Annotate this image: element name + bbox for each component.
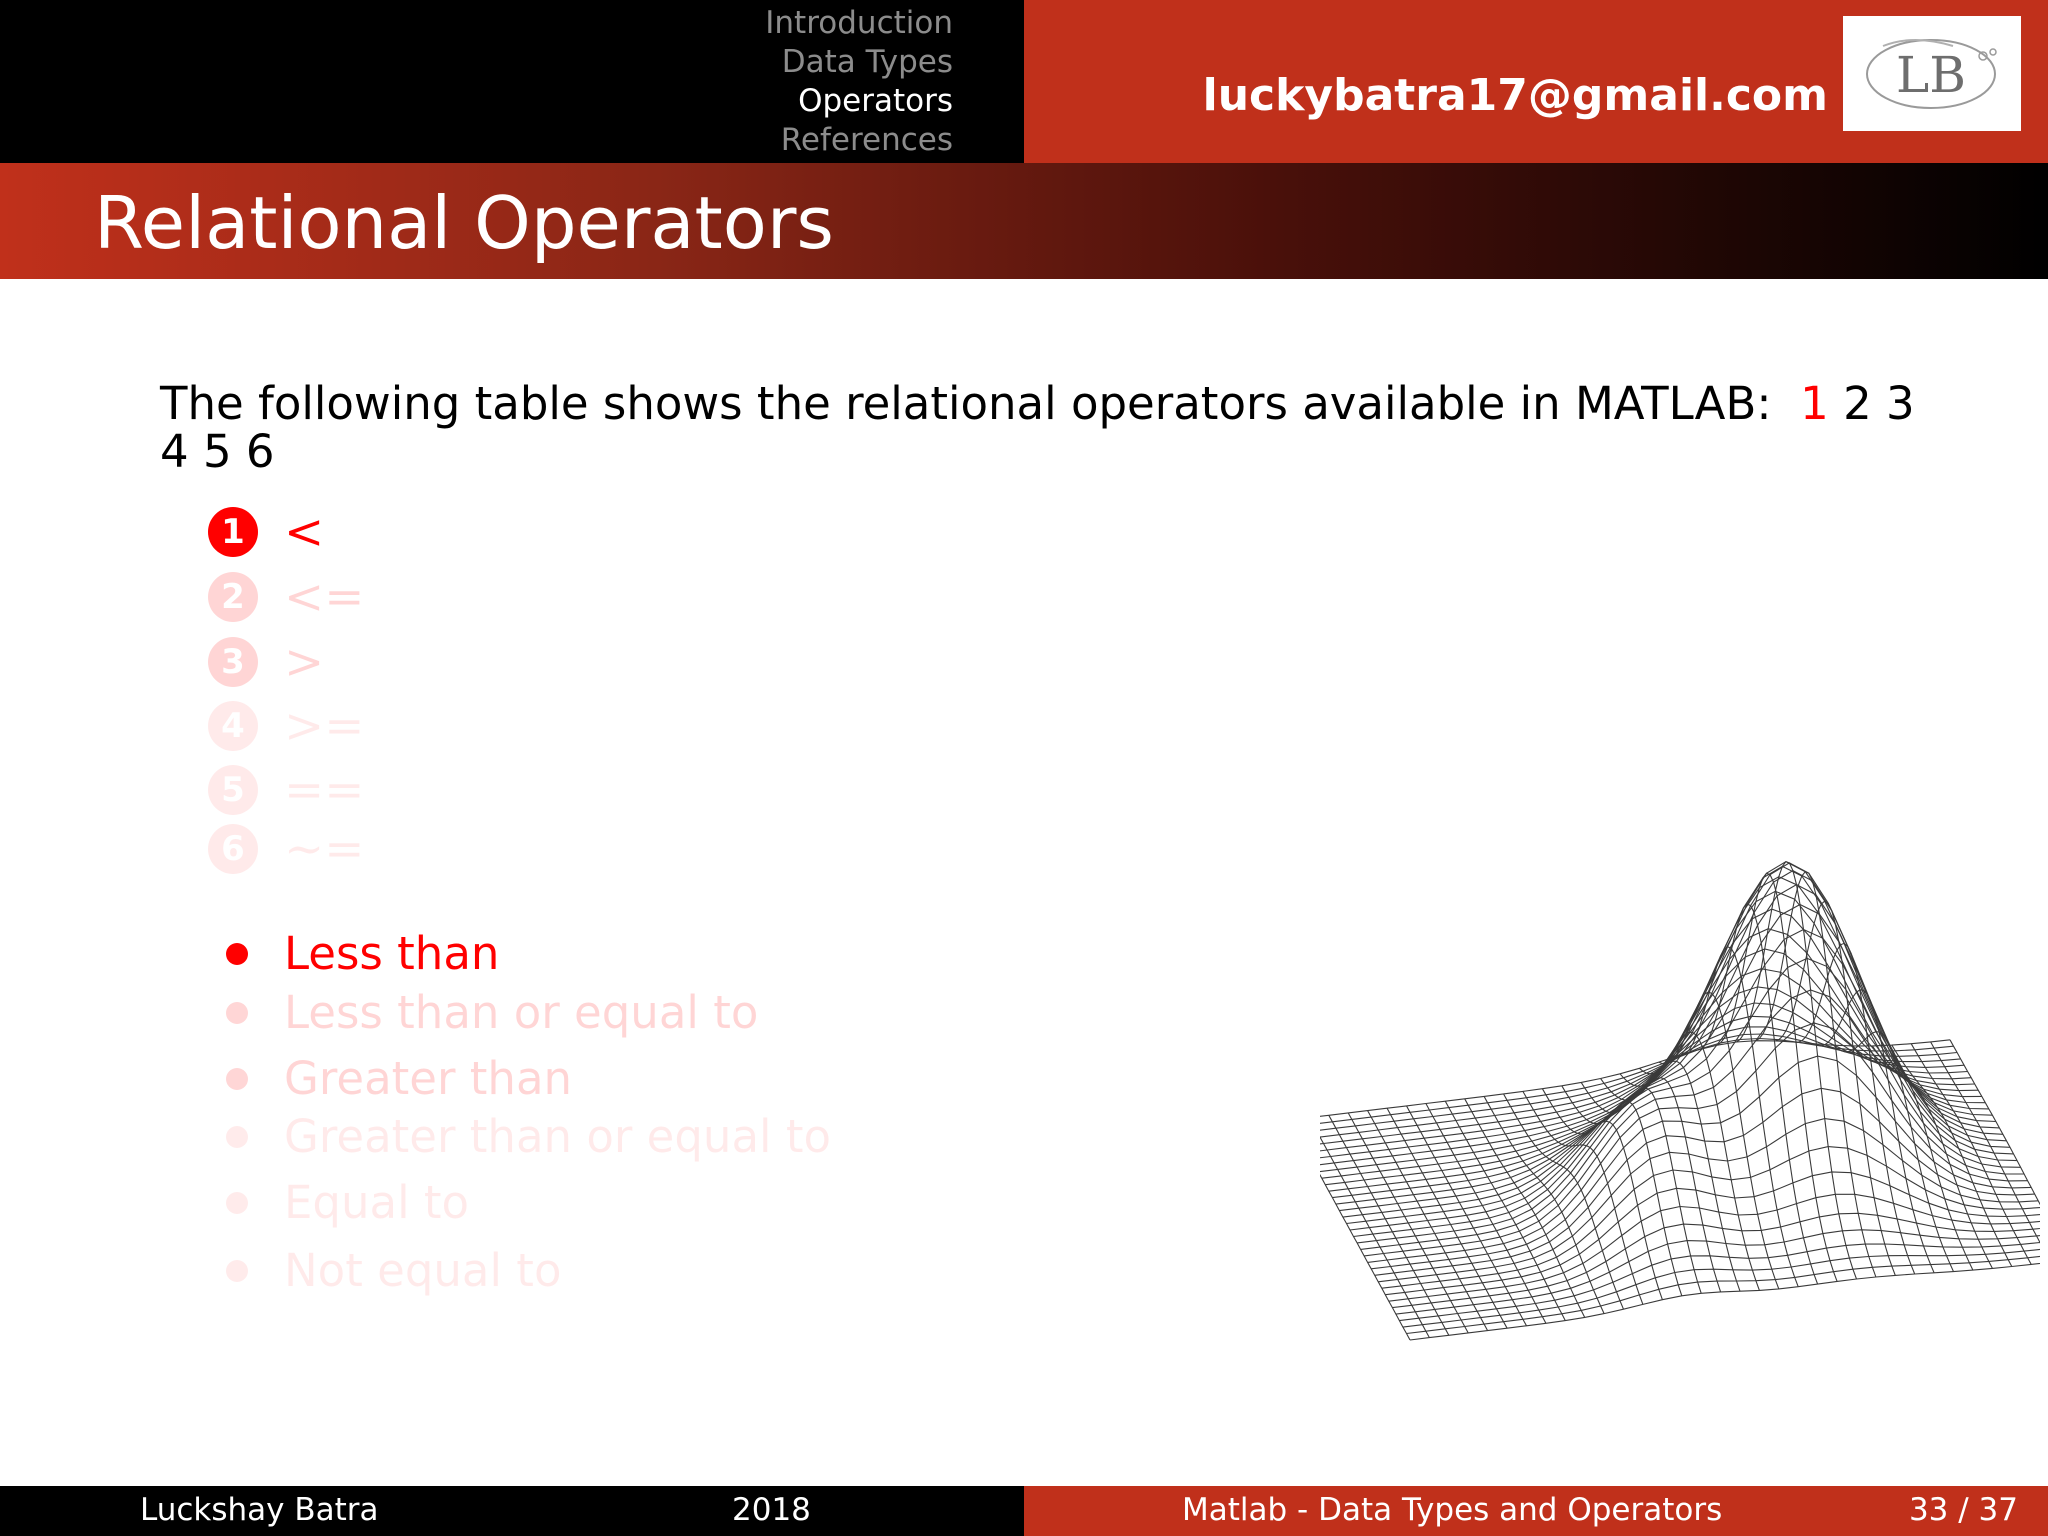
enum-badge: 5 — [208, 765, 258, 815]
slide-title: Relational Operators — [94, 181, 834, 265]
bullet-dot — [226, 1260, 248, 1282]
enum-badge: 6 — [208, 824, 258, 874]
enum-badge: 3 — [208, 637, 258, 687]
mesh-line — [1375, 1088, 2035, 1275]
mesh-surface-illustration — [1320, 860, 2040, 1420]
mesh-line — [1389, 1194, 2040, 1301]
footer-right — [1024, 1486, 2048, 1536]
nav-item-references[interactable]: References — [780, 122, 953, 158]
bullet-dot — [226, 943, 248, 965]
enum-badge: 1 — [208, 507, 258, 557]
footer-author: Luckshay Batra — [140, 1492, 379, 1528]
footer-year: 2018 — [732, 1492, 811, 1528]
mesh-line — [1775, 901, 1895, 1275]
description-text: Less than or equal to — [284, 986, 759, 1039]
mesh-line — [1320, 969, 1975, 1166]
mesh-line — [1361, 958, 2021, 1249]
lb-logo-icon — [1843, 16, 2021, 131]
section-nav — [765, 4, 953, 160]
footer-page-number: 33 / 37 — [1908, 1492, 2018, 1528]
intro-paragraph — [160, 377, 1920, 478]
mesh-line — [1354, 905, 2014, 1237]
header-nav-panel — [0, 0, 1024, 163]
mesh-line — [1332, 877, 1992, 1198]
footer-deck-title: Matlab - Data Types and Operators — [1182, 1492, 1723, 1528]
logo-text: LB — [1896, 46, 1966, 104]
step-marker-2: 2 — [1843, 377, 1872, 430]
description-text: Greater than or equal to — [284, 1110, 832, 1163]
nav-item-data-types[interactable]: Data Types — [781, 44, 953, 80]
step-marker-5: 5 — [202, 425, 232, 478]
description-text: Greater than — [284, 1052, 573, 1105]
nav-item-introduction[interactable]: Introduction — [765, 5, 953, 41]
mesh-line — [1378, 1119, 2038, 1282]
description-text: Less than — [284, 927, 500, 980]
mesh-line — [1795, 943, 1915, 1274]
operator-symbol: < — [284, 504, 325, 560]
operator-symbol: >= — [284, 698, 365, 754]
step-marker-6: 6 — [245, 425, 275, 478]
mesh-line — [1325, 909, 1985, 1185]
enum-badge: 4 — [208, 701, 258, 751]
footer-left — [0, 1486, 1024, 1536]
author-email: luckybatra17@gmail.com — [1202, 70, 1828, 121]
bullet-dot — [226, 1002, 248, 1024]
bullet-dot — [226, 1126, 248, 1148]
step-marker-3: 3 — [1886, 377, 1915, 430]
operator-symbol: <= — [284, 569, 365, 625]
description-text: Not equal to — [284, 1244, 562, 1297]
bullet-dot — [226, 1192, 248, 1214]
title-bar — [0, 163, 2048, 279]
operator-symbol: ~= — [284, 821, 365, 877]
enum-badge: 2 — [208, 572, 258, 622]
mesh-line — [1329, 891, 1989, 1191]
operator-symbol: > — [284, 634, 325, 690]
bullet-dot — [226, 1068, 248, 1090]
step-marker-1: 1 — [1800, 377, 1829, 430]
mesh-line — [1950, 1040, 2040, 1260]
mesh-line — [1320, 1003, 1968, 1152]
description-text: Equal to — [284, 1176, 470, 1229]
step-marker-4: 4 — [160, 425, 189, 478]
lb-logo — [1843, 16, 2021, 131]
operator-symbol: == — [284, 762, 365, 818]
mesh-line — [1678, 947, 1798, 1287]
mesh-line — [1756, 872, 1876, 1277]
nav-item-operators[interactable]: Operators — [798, 83, 953, 119]
intro-text: The following table shows the relational operators available in MATLAB: — [160, 377, 1772, 430]
